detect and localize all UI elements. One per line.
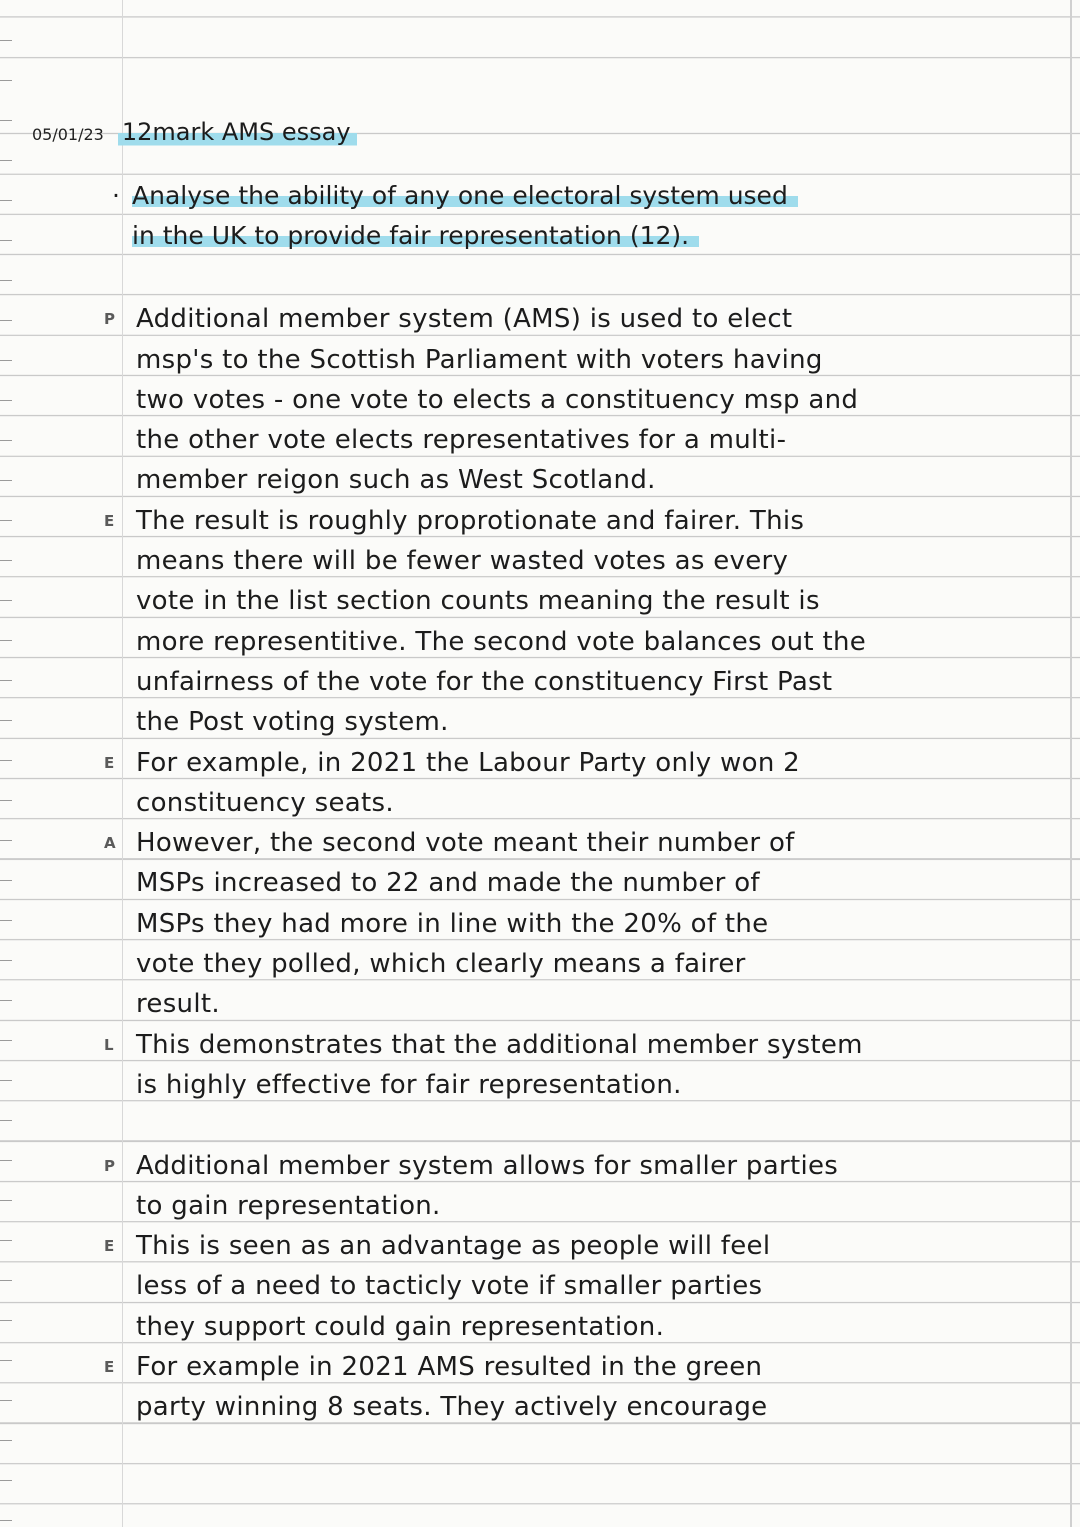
essay-line <box>104 296 1064 336</box>
binding-tick <box>0 400 12 401</box>
essay-line <box>104 538 1064 578</box>
line-text: party winning 8 seats. They actively encourage <box>136 1392 768 1423</box>
binding-tick <box>0 200 12 201</box>
essay-line <box>104 1183 1064 1223</box>
essay-line <box>104 457 1064 497</box>
line-text: This demonstrates that the additional member system <box>136 1029 863 1060</box>
binding-tick <box>0 360 12 361</box>
essay-line <box>104 1062 1064 1102</box>
binding-tick <box>0 520 12 521</box>
essay-header <box>32 108 357 148</box>
binding-tick <box>0 720 12 721</box>
line-text: more representitive. The second vote balances out the <box>136 626 867 657</box>
essay-line <box>104 820 1064 860</box>
pee-marker: E <box>104 1237 115 1256</box>
binding-tick <box>0 1040 12 1041</box>
essay-line <box>104 981 1064 1021</box>
line-text: to gain representation. <box>136 1190 441 1221</box>
line-text: they support could gain representation. <box>136 1311 665 1342</box>
essay-body <box>104 296 1064 1424</box>
pee-marker: A <box>104 834 116 853</box>
binding-tick <box>0 1240 12 1241</box>
pee-marker: E <box>104 753 115 772</box>
binding-tick <box>0 1280 12 1281</box>
binding-tick <box>0 880 12 881</box>
line-text: Additional member system (AMS) is used to elect <box>136 304 793 335</box>
binding-tick <box>0 1360 12 1361</box>
essay-line <box>104 860 1064 900</box>
line-text: However, the second vote meant their number of <box>136 828 795 859</box>
essay-line <box>104 1142 1064 1182</box>
line-text: less of a need to tacticly vote if smaller parties <box>136 1271 763 1302</box>
binding-tick <box>0 240 12 241</box>
bullet-icon: · <box>112 181 120 210</box>
essay-question <box>112 176 1052 256</box>
binding-tick <box>0 440 12 441</box>
line-text: MSPs they had more in line with the 20% of the <box>136 908 769 939</box>
binding-tick <box>0 1200 12 1201</box>
essay-line <box>104 780 1064 820</box>
binding-tick <box>0 560 12 561</box>
paragraph-gap <box>104 1102 1064 1142</box>
line-text: The result is roughly proprotionate and fairer. This <box>136 505 805 536</box>
essay-line <box>104 578 1064 618</box>
binding-tick <box>0 320 12 321</box>
binding-tick <box>0 800 12 801</box>
line-text: MSPs increased to 22 and made the number of <box>136 868 760 899</box>
binding-tick <box>0 1080 12 1081</box>
page-edge <box>1070 0 1072 1527</box>
essay-line <box>104 739 1064 779</box>
binding-tick <box>0 160 12 161</box>
binding-tick <box>0 40 12 41</box>
line-text: For example, in 2021 the Labour Party only won 2 <box>136 747 801 778</box>
essay-line <box>104 417 1064 457</box>
binding-tick <box>0 1440 12 1441</box>
essay-line <box>104 900 1064 940</box>
binding-tick <box>0 480 12 481</box>
essay-line <box>104 1344 1064 1384</box>
essay-line <box>104 699 1064 739</box>
date-label: 05/01/23 <box>32 125 104 144</box>
line-text: two votes - one vote to elects a constituency msp and <box>136 384 859 415</box>
binding-tick <box>0 840 12 841</box>
line-text: member reigon such as West Scotland. <box>136 465 656 496</box>
line-text: Additional member system allows for smaller parties <box>136 1150 839 1181</box>
essay-line <box>104 497 1064 537</box>
essay-line <box>104 1263 1064 1303</box>
binding-tick <box>0 1480 12 1481</box>
essay-line <box>104 1021 1064 1061</box>
essay-line <box>104 941 1064 981</box>
line-text: This is seen as an advantage as people will feel <box>136 1231 771 1262</box>
question-line-2: in the UK to provide fair representation (12). <box>112 216 1052 256</box>
pee-marker: E <box>104 511 115 530</box>
essay-line <box>104 1303 1064 1343</box>
binding-tick <box>0 640 12 641</box>
essay-line <box>104 336 1064 376</box>
question-line-1: · Analyse the ability of any one electoral system used <box>112 176 1052 216</box>
pee-marker: P <box>104 310 115 329</box>
line-text: the other vote elects representatives for a multi- <box>136 425 787 456</box>
line-text: result. <box>136 989 220 1020</box>
essay-line <box>104 1384 1064 1424</box>
binding-tick <box>0 80 12 81</box>
essay-line <box>104 659 1064 699</box>
binding-tick <box>0 280 12 281</box>
essay-line <box>104 377 1064 417</box>
paragraph-1 <box>104 296 1064 1102</box>
essay-line <box>104 618 1064 658</box>
binding-tick <box>0 1320 12 1321</box>
binding-tick <box>0 960 12 961</box>
binding-tick <box>0 1000 12 1001</box>
pee-marker: L <box>104 1035 114 1054</box>
line-text: is highly effective for fair representation. <box>136 1069 682 1100</box>
binding-tick <box>0 1160 12 1161</box>
line-text: means there will be fewer wasted votes as every <box>136 546 789 577</box>
binding-tick <box>0 1120 12 1121</box>
essay-title: 12mark AMS essay <box>118 118 357 148</box>
pee-marker: P <box>104 1156 115 1175</box>
line-text: the Post voting system. <box>136 707 449 738</box>
line-text: For example in 2021 AMS resulted in the green <box>136 1352 763 1383</box>
binding-tick <box>0 920 12 921</box>
pee-marker: E <box>104 1358 115 1377</box>
line-text: msp's to the Scottish Parliament with voters having <box>136 344 823 375</box>
line-text: vote they polled, which clearly means a fairer <box>136 949 746 980</box>
binding-tick <box>0 600 12 601</box>
binding-tick <box>0 680 12 681</box>
binding-tick <box>0 1400 12 1401</box>
binding-tick <box>0 760 12 761</box>
binding-tick <box>0 1520 12 1521</box>
line-text: vote in the list section counts meaning the result is <box>136 586 820 617</box>
essay-line <box>104 1223 1064 1263</box>
binding-tick <box>0 120 12 121</box>
line-text: constituency seats. <box>136 787 394 818</box>
line-text: unfairness of the vote for the constituency First Past <box>136 666 833 697</box>
paragraph-2 <box>104 1142 1064 1424</box>
